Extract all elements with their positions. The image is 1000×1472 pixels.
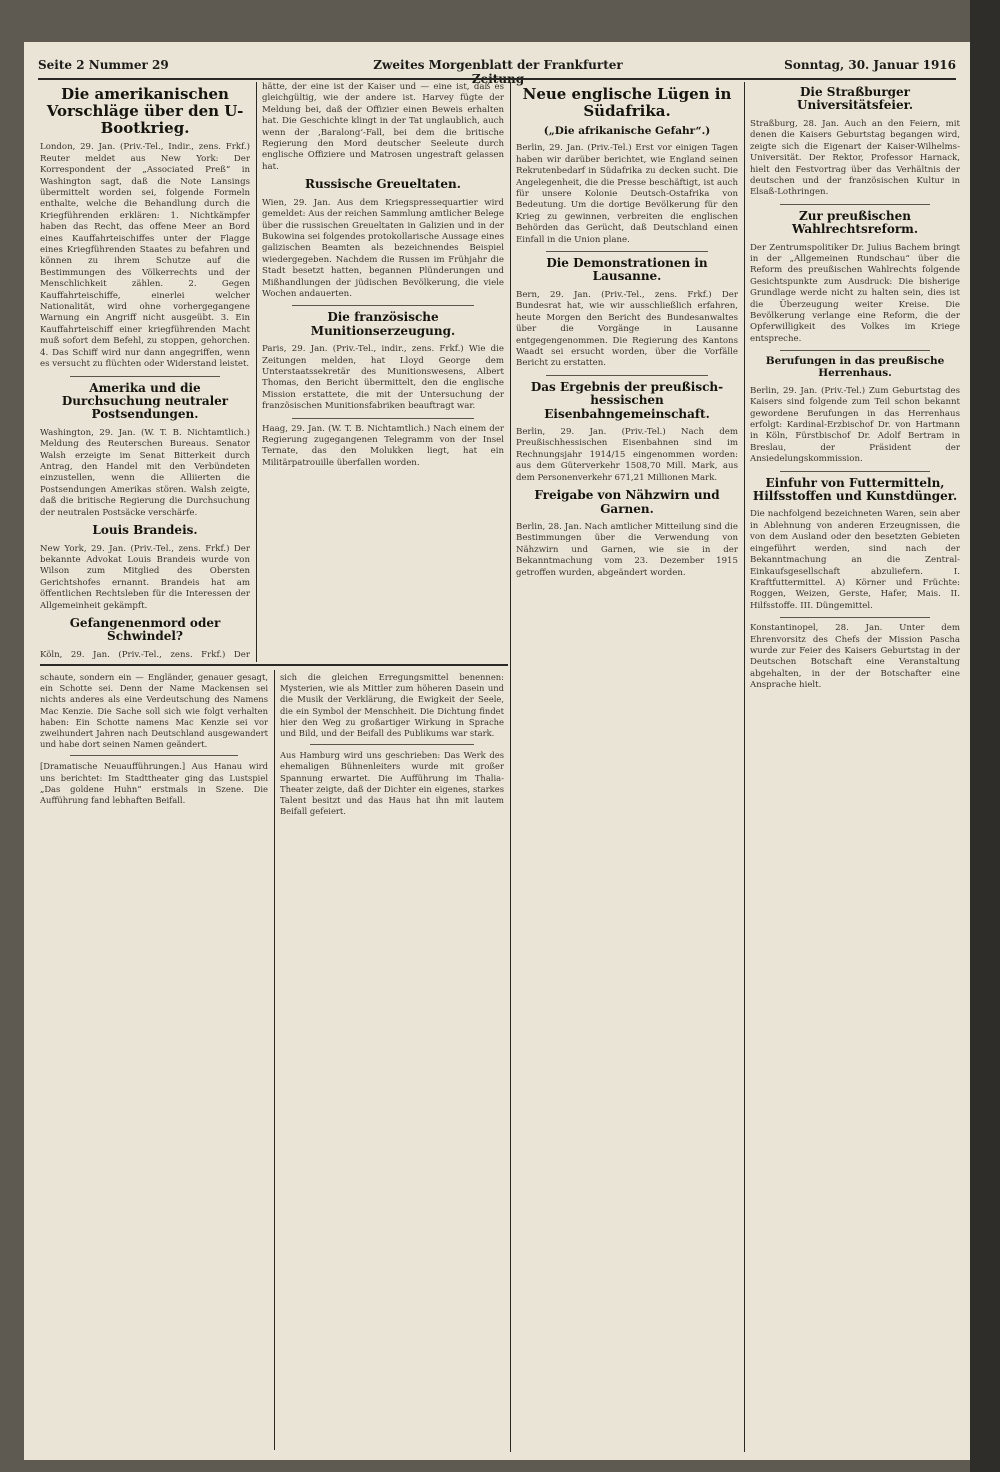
headline-eisenbahn: Das Ergebnis der preußisch-hessischen Eisenbahngemeinschaft. (530, 379, 724, 421)
divider (780, 471, 930, 472)
divider (70, 376, 220, 377)
article-munition: Paris, 29. Jan. (Priv.-Tel., indir., zens. Frkf.) Wie die Zeitungen melden, hat Lloyd George dem Unterstaatssekretär des Munitionswesens, Albert Thomas, den Bericht übermittelt, den die englische Mission erstattete, die mit der Untersuchung der französischen Munitionsfabriken beauftragt war. (262, 344, 504, 412)
article-gefahr: Berlin, 29. Jan. (Priv.-Tel.) Erst vor einigen Tagen haben wir darüber berichtet, wie England seinen Rekrutenbedarf in Südafrika zu decken sucht. Die Angelegenheit, die die Presse beschäftigt, ist auch für unsere Kolonie Deutsch-Ostafrika von Bedeutung. Um die dortige Bevölkerung für den Krieg zu gewinnen, verbreiten die englischen Behörden das Gerücht, daß Deutschland einen Einfall in die Union plane. (516, 143, 738, 245)
article-eisenbahn: Berlin, 29. Jan. (Priv.-Tel.) Nach dem Preußischhessischen Eisenbahnen sind im Rechnungsjahr 1914/15 eingenommen worden: aus dem Güterverkehr 1508,70 Mill. Mark, aus dem Personenverkehr 671,21 Millionen Mark. (516, 427, 738, 483)
column-4 (750, 82, 960, 1450)
divider (292, 305, 474, 306)
column-3 (516, 82, 738, 1450)
column-divider (510, 82, 511, 1452)
article-naehgarn: Berlin, 28. Jan. Nach amtlicher Mitteilung sind die Bestimmungen über die Verwendung von Nähzwirn und Garnen, wie sie in der Bekanntmachung vom 23. Dezember 1915 getroffen wurden, abgeändert worden. (516, 521, 738, 578)
article-futtermittel: Die nachfolgend bezeichneten Waren, sein aber in Ablehnung von anderen Erzeugnissen, die von dem Ausland oder den besetzten Gebieten eingeführt werden, sind nach der Bekanntmachung an die Zentral-Einkaufsgesellschaft abzuliefern. I. Kraftfuttermittel. A) Körner und Früchte: Roggen, Weizen, Gerste, Hafer, Mais. II. Hilfsstoffe. III. Düngemittel. (750, 509, 960, 611)
feuilleton-text: schaute, sondern ein — Engländer, genauer gesagt, ein Schotte sei. Denn der Name Mackensen sei nichts anderes als eine Verdeutschung des Namens Mac Kenzie. Die Sache soll sich wie folgt verhalten haben: Ein Schotte namens Mac Kenzie sei vor zweihundert Jahren nach Deutschland ausgewandert und habe dort seinen Namen geändert. (40, 672, 268, 750)
divider (780, 617, 930, 618)
article-lausanne: Bern, 29. Jan. (Priv.-Tel., zens. Frkf.) Der Bundesrat hat, wie wir ausschließlich erfahren, heute Morgen den Bericht des Bundesanwaltes über die Vorgänge in Lausanne entgegengenommen. Die Regierung des Kantons Waadt sei ersucht worden, über die Vorfälle Bericht zu erstatten. (516, 289, 738, 369)
masthead-rule (38, 78, 956, 80)
divider (546, 375, 708, 376)
feuilleton-column-2 (280, 672, 504, 1448)
article-brandeis: New York, 29. Jan. (Priv.-Tel., zens. Frkf.) Der bekannte Advokat Louis Brandeis wurde von Wilson zum Mitglied des Obersten Gerichtshofes ernannt. Brandeis hat am öffentlichen Rechtsleben für die Interessen der Allgemeinheit gekämpft. (40, 543, 250, 611)
headline-uboot: Die amerikanischen Vorschläge über den U-Bootkrieg. (46, 85, 244, 137)
column-divider (256, 82, 257, 662)
divider (70, 755, 238, 756)
headline-suedafrika: Neue englische Lügen in Südafrika. (522, 85, 732, 120)
article-universitaet: Straßburg, 28. Jan. Auch an den Feiern, mit denen die Kaisers Geburtstag begangen wird, zeigte sich die Eigenart der Kaiser-Wilhelms-Universität. Der Rektor, Professor Harnack, hielt den Festvortrag über das Verhältnis der deutschen und der französischen Kultur in Elsaß-Lothringen. (750, 118, 960, 198)
headline-amerika: Amerika und die Durchsuchung neutraler Postsendungen. (61, 380, 229, 422)
headline-futtermittel: Einfuhr von Futtermitteln, Hilfsstoffen und Kunstdünger. (752, 475, 958, 504)
feuilleton-rule (40, 664, 508, 666)
subheadline-gefahr: („Die afrikanische Gefahr“.) (543, 124, 711, 137)
masthead (38, 58, 956, 76)
headline-wahlrecht: Zur preußischen Wahlrechtsreform. (791, 208, 919, 237)
column-divider (744, 82, 745, 1452)
headline-universitaet: Die Straßburger Universitätsfeier. (797, 85, 913, 113)
headline-greuel: Russische Greueltaten. (305, 177, 461, 192)
article-greuel: Wien, 29. Jan. Aus dem Kriegspressequartier wird gemeldet: Aus der reichen Sammlung amtlicher Belege über die russischen Greueltaten in Galizien und in der Bukowina sei folgendes protokollarische Aussage eines galizischen Beamten als bezeichnendes Beispiel wiedergegeben. Nachdem die Russen im Frühjahr die Stadt besetzt hatten, begannen Plünderungen und Mißhandlungen der jüdischen Bevölkerung, die viele Wochen andauerten. (262, 197, 504, 299)
headline-herrenhaus: Berufungen in das preußische Herrenhaus. (765, 355, 945, 379)
headline-munition: Die französische Munitionserzeugung. (310, 310, 456, 338)
article-gefangenenmord: Köln, 29. Jan. (Priv.-Tel., zens. Frkf.) Der (40, 649, 250, 660)
article-konstantinopel: Konstantinopel, 28. Jan. Unter dem Ehrenvorsitz des Chefs der Mission Pascha wurde zur Feier des Kaisers Geburtstag in der Deutschen Botschaft eine Veranstaltung abgehalten, in der der Botschafter eine Ansprache hielt. (750, 623, 960, 691)
headline-naehgarn: Freigabe von Nähzwirn und Garnen. (534, 488, 720, 516)
column-divider (274, 670, 275, 1450)
feuilleton-text: [Dramatische Neuaufführungen.] Aus Hanau wird uns berichtet: Im Stadttheater ging das Lustspiel „Das goldene Huhn“ erstmals in Szene. Die Aufführung fand lebhaften Beifall. (40, 761, 268, 806)
headline-gefangenenmord: Gefangenenmord oder Schwindel? (69, 615, 221, 644)
headline-lausanne: Die Demonstrationen in Lausanne. (546, 256, 708, 284)
article-uboot: London, 29. Jan. (Priv.-Tel., Indir., zens. Frkf.) Reuter meldet aus New York: Der Korrespondent der „Associated Preß“ in Washington sagt, daß die Note Lansings übermittelt worden sei, folgende Formeln enthalte, welche die Behandlung durch die Kriegführenden erklären: 1. Nichtkämpfer haben das Recht, das offene Meer an Bord eines Kauffahrteischiffes unter der Flagge eines Kriegführenden Staates zu befahren und können zu ihrem Schutze auf die Bestimmungen des Völkerrechts und der Menschlichkeit zählen. 2. Gegen Kauffahrteischiffe, einerlei welcher Nationalität, wird ohne vorhergegangene Warnung ein Angriff nicht ausgeübt. 3. Ein Kauffahrteischiff einer kriegführenden Macht muß sofort dem Befehl, zu stoppen, gehorchen. 4. Das Schiff wird nur dann angegriffen, wenn es versucht zu flüchten oder Widerstand leistet. (40, 142, 250, 370)
article-wahlrecht: Der Zentrumspolitiker Dr. Julius Bachem bringt in der „Allgemeinen Rundschau“ über die Reform des preußischen Wahlrechts folgende Gesichtspunkte zum Ausdruck: Die bisherige Grundlage werde nicht zu halten sein, dies ist die Überzeugung weiter Kreise. Die Bevölkerung verlange eine Reform, die der Opferwilligkeit des Volkes im Kriege entspreche. (750, 242, 960, 344)
article-haag: Haag, 29. Jan. (W. T. B. Nichtamtlich.) Nach einem der Regierung zugegangenen Telegramm von der Insel Ternate, das den Molukken liegt, hat ein Militärpatrouille überfallen worden. (262, 423, 504, 468)
newspaper-title: Zweites Morgenblatt der Frankfurter (373, 58, 623, 72)
article-herrenhaus: Berlin, 29. Jan. (Priv.-Tel.) Zum Geburtstag des Kaisers sind folgende zum Teil schon bekannt gewordene Berufungen in das Herrenhaus erfolgt: Kardinal-Erzbischof Dr. von Hartmann in Köln, Fürstbischof Dr. Adolf Bertram in Breslau, der Präsident der Ansiedelungskommission. (750, 385, 960, 465)
article-amerika: Washington, 29. Jan. (W. T. B. Nichtamtlich.) Meldung des Reuterschen Bureaus. Senator Walsh erzeigte im Senat Bitterkeit durch Antrag, den Handel mit den Verbündeten einzustellen, wenn die Alliierten die Postsendungen Amerikas stören. Walsh zeigte, daß die britische Regierung die Durchsuchung der neutralen Postsäcke verschärfe. (40, 427, 250, 518)
divider (780, 204, 930, 205)
column-2 (262, 82, 504, 660)
feuilleton-text: Aus Hamburg wird uns geschrieben: Das Werk des ehemaligen Bühnenleiters wurde mit großer Spannung erwartet. Die Aufführung im Thalia-Theater zeigte, daß der Dichter ein eigenes, starkes Talent besitzt und das Haus hat ihn mit lautem Beifall gefeiert. (280, 750, 504, 817)
binding-edge (970, 0, 1000, 1472)
divider (310, 744, 474, 745)
article-continuation: hätte, der eine ist der Kaiser und — eine ist, daß es gleichgültig, wie der andere ist. Harvey fügte der Meldung bei, daß der Offizier einen Beweis erhalten hat. Die Geschichte klingt in der Tat unglaublich, auch wenn der ‚Baralong‘-Fall, bei dem die britische Regierung den Mord deutscher Seeleute durch englische Offiziere und Matrosen ungestraft gelassen hat. (262, 82, 504, 172)
page-number: Seite 2 Nummer 29 (38, 58, 169, 72)
column-1 (40, 82, 250, 660)
divider (292, 418, 474, 419)
feuilleton-column-1 (40, 672, 268, 1448)
divider (780, 350, 930, 351)
issue-date: Sonntag, 30. Januar 1916 (784, 58, 956, 72)
feuilleton-text: sich die gleichen Erregungsmittel benennen: Mysterien, wie als Mittler zum höheren Dasein und die Musik der Verklärung, die Ewigkeit der Seele, die ein Symbol der Menschheit. Die Dichtung findet hier den Weg zu großartiger Wirkung in Sprache und Bild, und der Beifall des Publikums war stark. (280, 672, 504, 739)
headline-brandeis: Louis Brandeis. (92, 523, 198, 538)
divider (546, 251, 708, 252)
